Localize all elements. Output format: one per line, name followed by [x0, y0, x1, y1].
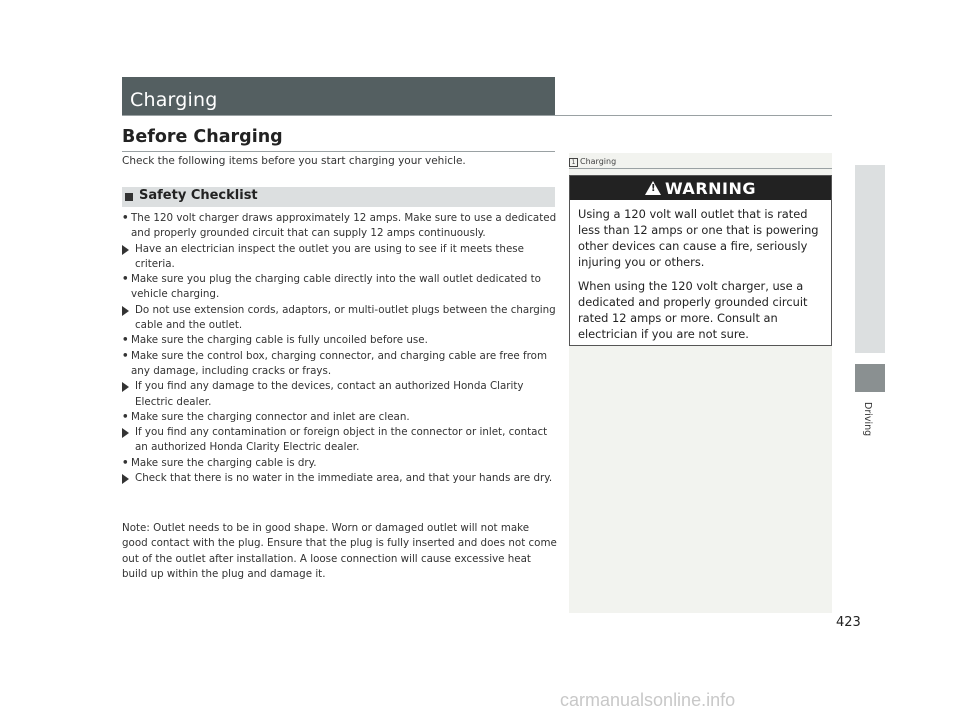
- warning-box: [569, 175, 832, 346]
- arrow-right-icon: [122, 306, 129, 316]
- warning-header: [570, 176, 831, 200]
- side-tab-background: [855, 165, 885, 353]
- checklist-subitem: [122, 303, 558, 334]
- title-divider: [122, 115, 832, 116]
- checklist-item: [122, 349, 558, 380]
- page-number: 423: [836, 615, 861, 630]
- checklist-subitem: [122, 242, 558, 273]
- checklist-item-text: Make sure the control box, charging connector, and charging cable are free from any damage, including cracks or frays.: [131, 349, 547, 377]
- checklist-subitem: [122, 471, 558, 486]
- checklist-item-text: Make sure the charging connector and inlet are clean.: [131, 410, 410, 423]
- checklist-item-text: The 120 volt charger draws approximately 12 amps. Make sure to use a dedicated and properly grounded circuit that can supply 12 amps continuously.: [131, 212, 557, 240]
- checklist-subitem-text: Have an electrician inspect the outlet you are using to see if it meets these criteria.: [135, 242, 524, 270]
- section-title: Before Charging: [122, 127, 283, 147]
- warning-paragraph: When using the 120 volt charger, use a dedicated and properly grounded circuit rated 12 amps or more. Consult an electrician if you are not sure.: [578, 279, 808, 341]
- side-tab-marker: [855, 364, 885, 392]
- checklist-subitem-text: If you find any contamination or foreign object in the connector or inlet, contact an authorized Honda Clarity Electric dealer.: [135, 426, 548, 454]
- bullet-icon: •: [122, 273, 129, 286]
- section-divider: [122, 151, 555, 152]
- checklist-item-text: Make sure you plug the charging cable directly into the wall outlet dedicated to vehicle charging.: [131, 273, 541, 301]
- bullet-icon: •: [122, 349, 129, 362]
- subsection-title: Safety Checklist: [139, 188, 258, 203]
- outlet-note: Note: Outlet needs to be in good shape. Worn or damaged outlet will not make good contact with the plug. Ensure that the plug is fully inserted and does not come out of the outlet after installation. A loose connection will cause excessive heat build up within the plug and damage it.: [122, 522, 557, 580]
- arrow-right-icon: [122, 428, 129, 438]
- sidebar-heading: [569, 157, 616, 167]
- checklist-subitem-text: Check that there is no water in the immediate area, and that your hands are dry.: [135, 472, 553, 485]
- checklist-item: [122, 333, 558, 348]
- checklist-item: [122, 456, 558, 471]
- checklist-item: [122, 410, 558, 425]
- checklist-subitem-text: If you find any damage to the devices, contact an authorized Honda Clarity Electric dealer.: [135, 380, 524, 408]
- reference-icon: 1: [569, 158, 578, 167]
- square-bullet-icon: [125, 193, 133, 201]
- sidebar-heading-text: Charging: [580, 157, 617, 166]
- checklist-item: [122, 211, 558, 242]
- warning-body: [570, 200, 831, 342]
- bullet-icon: •: [122, 410, 129, 423]
- arrow-right-icon: [122, 474, 129, 484]
- chapter-title: Charging: [130, 89, 218, 111]
- warning-title: WARNING: [665, 179, 756, 198]
- intro-text: Check the following items before you start charging your vehicle.: [122, 155, 466, 167]
- checklist-item-text: Make sure the charging cable is dry.: [131, 456, 317, 469]
- bullet-icon: •: [122, 456, 129, 469]
- bullet-icon: •: [122, 212, 129, 224]
- side-tab-label: Driving: [862, 402, 873, 437]
- checklist-item-text: Make sure the charging cable is fully uncoiled before use.: [131, 334, 428, 347]
- checklist-subitem: [122, 379, 558, 410]
- bullet-icon: •: [122, 334, 129, 347]
- warning-paragraph: Using a 120 volt wall outlet that is rated less than 12 amps or one that is powering other devices can cause a fire, seriously injuring you or others.: [578, 207, 819, 269]
- checklist-subitem-text: Do not use extension cords, adaptors, or multi-outlet plugs between the charging cable and the outlet.: [135, 303, 556, 332]
- arrow-right-icon: [122, 245, 129, 255]
- safety-checklist: [122, 211, 558, 486]
- warning-triangle-icon: [645, 181, 661, 195]
- checklist-item: [122, 272, 558, 303]
- sidebar-divider: [569, 168, 832, 169]
- checklist-subitem: [122, 425, 558, 456]
- watermark: carmanualsonline.info: [560, 690, 736, 710]
- arrow-right-icon: [122, 382, 129, 392]
